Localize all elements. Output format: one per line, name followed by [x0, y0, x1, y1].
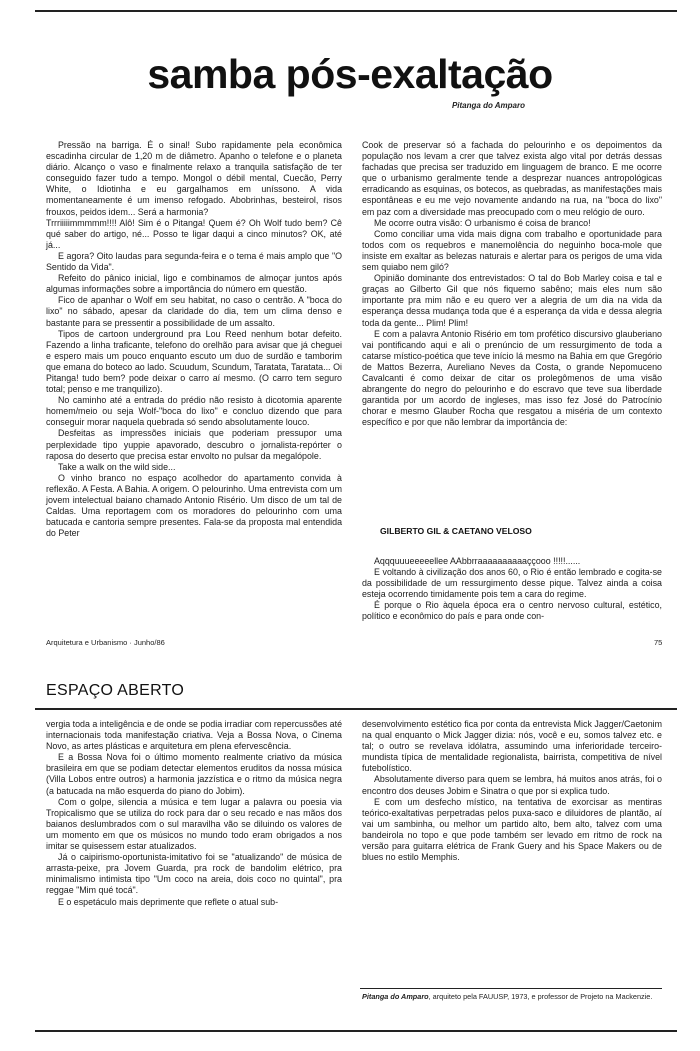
author-note — [362, 992, 662, 1001]
paragraph: O vinho branco no espaço acolhedor do apartamento convida à reflexão. A Festa. A Bahia. A origem. O pelourinho. Uma entrevista com um jovem intelectual baiano chamado Antonio Risério. Um disco de um tal de Caldas. Uma reportagem com os moradores do pelourinho com uma batucada e cantoria sempre presentes. Fala-se da proposta mal entendida do Peter — [46, 472, 342, 539]
bottom-page-rule — [35, 1030, 677, 1032]
article-column-right-b — [362, 556, 662, 623]
paragraph: Como conciliar uma vida mais digna com trabalho e oportunidade para todos com os requebros e manemolência do neguinho boca-mole que insiste em exaltar as belezas naturais e alertar para os perigos de uma vida sem quiabo nem giló? — [362, 228, 662, 273]
article-title: samba pós-exaltação — [147, 51, 553, 97]
paragraph: Opinião dominante dos entrevistados: O tal do Bob Marley coisa e tal e graças ao Gilberto Gil que nós fiquemo sabêno; mais eles num são importante pra mim não e eu quero ver a alegria de um dia na vida da esperança dessa mudança toda que é a esperança da vida e dessa alegria toda da gente... Plim! Plim! — [362, 273, 662, 328]
paragraph: E o espetáculo mais deprimente que reflete o atual sub- — [58, 896, 279, 907]
paragraph: E com a palavra Antonio Risério em tom profético discursivo glauberiano vai pontificando aqui e ali o prenúncio de um ressurgimento de toda a catarse místico-poética que teve início lá mesmo na Bahia em que Gregório de Mattos Bezerra, Aureliano Neves da Costa, o grande Nepomuceno Cavalcanti é como deixar de citar os prolegômenos de uma visão abrangente do negro do pelourinho e do escravo que teve sua liberdade garantida por um acordo de ingleses, mas isso fez José do Patrocínio chorar e mesmo Glauber Rocha que resgatou a miséria de um contexto específico e por que não lembrar da importância de: — [362, 328, 662, 428]
paragraph: No caminho até a entrada do prédio não resisto à dicotomia aparente homem/meio ou seja Wolf-"boca do lixo" e concluo dizendo que para conseguir morar naquela quebrada só sendo absolutamente louco. — [46, 395, 342, 428]
paragraph: E com um desfecho místico, na tentativa de exorcisar as mentiras teórico-exaltativas perpetradas pelos puxa-saco e diluidores de plantão, aí vai um sambinha, ou melhor um partido alto, bem alto, talvez com uma bandeirola no topo e que pode também ser levado em ritmo de rock na versão para guitarra elétrica de Frank Guery and his Space Makers ou de blues no estilo Memphis. — [362, 796, 662, 863]
page-number: 75 — [654, 638, 663, 647]
article-column-right-bottom — [362, 719, 662, 863]
section-rule — [35, 708, 677, 710]
paragraph: Tipos de cartoon underground pra Lou Reed nenhum botar defeito. Fazendo a linha traficante, telefono do orelhão para avisar que já cheguei e espero mais um pouco enquanto escuto um duo de surdão e tamborim que emana do boteco ao lado. Scuudum, Scundum, Taratata, Taratata... Oi Pitanga! tudo bem? pode deixar o carro aí mesmo. (O carro tem seguro total; penso e me tranquilizo). — [46, 328, 342, 395]
paragraph: E a Bossa Nova foi o último momento realmente criativo da música brasileira em que se podiam detectar elementos eruditos da nossa música (Villa Lobos entre outros) a harmonia jazzística e o ritmo da música negra (a batucada na mão esquerda do piano do Jobim). — [46, 752, 342, 796]
top-page-rule — [35, 10, 677, 12]
author-note-text: , arquiteto pela FAUUSP, 1973, e professor de Projeto na Mackenzie. — [428, 992, 653, 1001]
article-column-left — [46, 140, 342, 539]
paragraph: Pressão na barriga. É o sinal! Subo rapidamente pela econômica escadinha circular de 1,20 m de diâmetro. Apanho o telefone e o planeta diário. Alcanço o vaso e finalmente relaxo a tranquila satisfação de ter conseguido fazer tudo a tempo. Mongol o débil mental, Cuecão, Perry White, o Idiotinha e eu gargalhamos em uníssono. A vida momentaneamente é um imenso refogado. Abobrinhas, besteirol, risos frouxos, peidos idem... Será a harmonia? — [46, 140, 342, 217]
section-title: ESPAÇO ABERTO — [46, 682, 185, 699]
note-rule — [360, 988, 662, 989]
paragraph: Absolutamente diverso para quem se lembra, há muitos anos atrás, foi o encontro dos deuses Jobim e Sinatra o que por si explica tudo. — [362, 774, 662, 796]
paragraph: vergia toda a inteligência e de onde se podia irradiar com repercussões até internacionais toda manifestação criativa. Veja a Bossa Nova, o Cinema Novo, as artes plásticas e arquitetura em plena efervescência. — [46, 719, 343, 752]
paragraph: E voltando à civilização dos anos 60, o Rio é então lembrado e cogita-se da possibilidade de um ressurgimento desse pique. Talvez ainda a coisa esteja ocorrendo timidamente pois tem a cara do regime. — [362, 567, 662, 600]
article-author: Pitanga do Amparo — [451, 101, 525, 110]
paragraph: Take a walk on the wild side... — [58, 461, 176, 472]
paragraph: Cook de preservar só a fachada do pelourinho e os depoimentos da população nos levam a crer que talvez exista algo vital por detrás dessas fachadas que precisa ser traduzido em linguagem de branco. E me ocorre que o urbanismo geralmente tende a desprezar nuances antropológicas erradicando as esquinas, os botecos, as quebradas, as manifestações mais espontâneas e eu me vejo novamente andando na rua, na "boca do lixo" em paz com a diversidade mas preocupado com o meu relógio de ouro. — [362, 140, 662, 217]
footer-journal: Arquitetura e Urbanismo · Junho/86 — [46, 638, 165, 647]
paragraph: Aqqquuueeeeellee AAbbrraaaaaaaaaaççooo !!!!!...... — [374, 556, 581, 566]
paragraph: desenvolvimento estético fica por conta da entrevista Mick Jagger/Caetonim na qual enquanto o Mick Jagger dizia: nós, você e eu, somos talvez etc. e tal; o outro se revelava idólatra, assumindo uma inferioridade terceiro-mundista típica de mentalidade regionalista, bairrista, competitiva de nível futebolístico. — [362, 719, 662, 774]
paragraph: É porque o Rio àquela época era o centro nervoso cultural, estético, político e econômico do país e para onde con- — [362, 600, 662, 622]
article-column-left-bottom — [46, 719, 342, 908]
paragraph: Fico de apanhar o Wolf em seu habitat, no caso o centrão. A "boca do lixo" no sábado, apesar da claridade do dia, tem um clima denso e bastante para se pressentir a possibilidade de um assalto. — [46, 295, 342, 328]
paragraph: Já o caipirismo-oportunista-imitativo foi se "atualizando" de música de arrasta-peixe, pra Jovem Guarda, pra rock de bandolim elétrico, pra minimalismo intimista tipo "Um coco na areia, dois coco no quintal", pra reggae "Mim qué tocá". — [46, 852, 342, 896]
paragraph: Trrriiiiimmmmm!!!! Alô! Sim é o Pitanga! Quem é? Oh Wolf tudo bem? Cê qué saber do artigo, né... Posso te ligar daqui a cinco minutos? OK, até já... — [46, 217, 342, 250]
author-note-name: Pitanga do Amparo — [362, 992, 429, 1001]
paragraph: Com o golpe, silencia a música e tem lugar a palavra ou poesia via Tropicalismo que se utiliza do rock para dar o seu recado e nas mãos dos baianos deslumbrados com o sul maravilha vão se diluindo os valores de um momento em que os músicos no mundo todo eram obrigados a nos imitar se quisessem estar atualizados. — [46, 796, 342, 852]
paragraph: Desfeitas as impressões iniciais que poderiam pressupor uma perplexidade tipo yuppie apavorado, descubro o jornalista-repórter o raposa do deserto que precisa estar envolto no pulsar da megalópole. — [46, 428, 342, 461]
paragraph: Refeito do pânico inicial, ligo e combinamos de almoçar juntos após algumas informações sobre a importância do número em questão. — [46, 273, 342, 295]
paragraph: Me ocorre outra visão: O urbanismo é coisa de branco! — [374, 217, 591, 228]
subheading: GILBERTO GIL & CAETANO VELOSO — [380, 526, 532, 536]
paragraph: E agora? Oito laudas para segunda-feira e o tema é mais amplo que "O Sentido da Vida". — [46, 250, 342, 273]
article-column-right-a — [362, 140, 662, 428]
